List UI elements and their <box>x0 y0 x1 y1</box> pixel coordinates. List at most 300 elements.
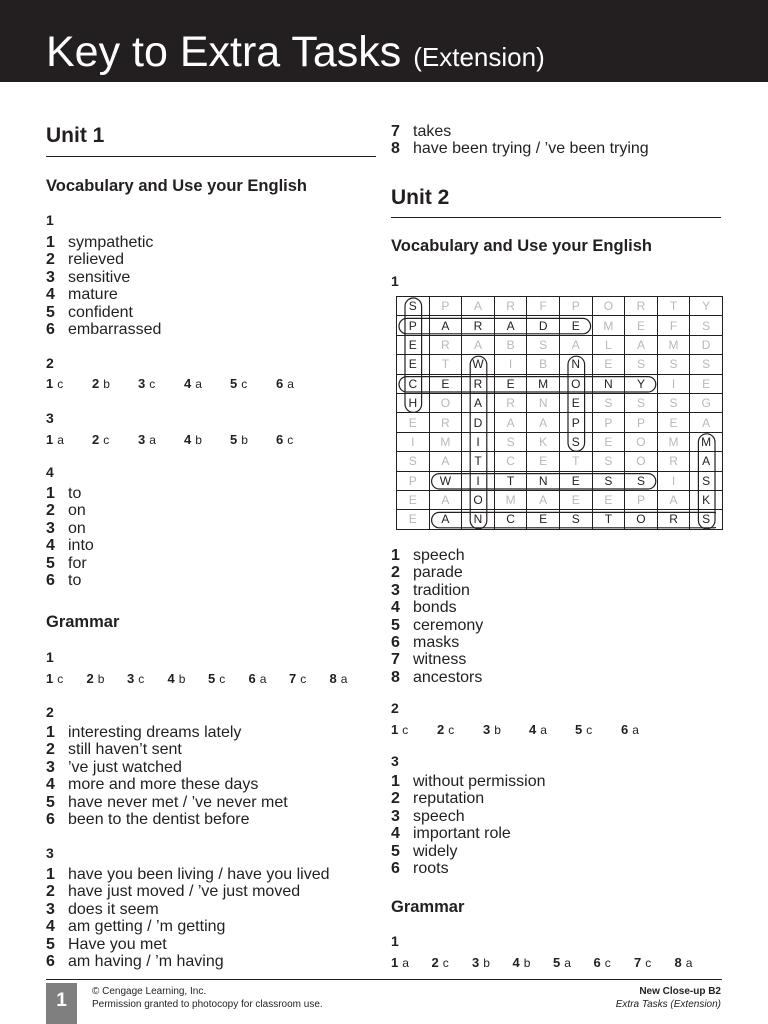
answer-number: 2 <box>437 722 445 737</box>
grid-cell: O <box>559 374 592 393</box>
grid-cell: S <box>690 355 723 374</box>
list-item <box>46 741 288 758</box>
answer-item <box>230 376 276 391</box>
item-number: 2 <box>391 564 400 582</box>
answer-number: 5 <box>230 432 238 447</box>
grid-cell: P <box>592 413 625 432</box>
grid-cell: P <box>429 297 462 316</box>
grid-cell: E <box>559 393 592 412</box>
item-number: 6 <box>391 859 400 877</box>
unit2-g1-answers <box>391 955 715 970</box>
answer-item <box>249 671 290 686</box>
grid-cell: E <box>397 413 430 432</box>
item-text: masks <box>413 633 460 651</box>
grid-cell: E <box>625 316 658 335</box>
list-item <box>46 918 330 935</box>
grid-cell: C <box>494 452 527 471</box>
grid-cell: T <box>657 297 690 316</box>
grid-row <box>397 413 723 432</box>
list-item <box>391 123 649 140</box>
grid-cell: A <box>494 316 527 335</box>
grid-cell: F <box>527 297 560 316</box>
list-item <box>46 537 94 554</box>
unit1-g1-answers <box>46 671 370 686</box>
list-item <box>46 269 161 286</box>
answer-number: 3 <box>472 955 480 970</box>
grid-cell: R <box>625 297 658 316</box>
answer-number: 6 <box>621 722 629 737</box>
item-number: 1 <box>46 866 55 883</box>
grid-cell: K <box>527 432 560 451</box>
item-number: 4 <box>391 825 400 843</box>
item-number: 2 <box>391 790 400 808</box>
answer-item <box>437 722 483 737</box>
grid-cell: E <box>592 490 625 509</box>
item-number: 7 <box>391 123 400 140</box>
unit1-g3-list <box>46 866 330 970</box>
grid-cell: S <box>592 393 625 412</box>
list-item <box>46 866 330 883</box>
answer-number: 5 <box>553 955 561 970</box>
grid-cell: A <box>559 335 592 354</box>
item-number: 7 <box>391 651 400 669</box>
item-text: reputation <box>413 790 485 808</box>
grid-cell: A <box>625 335 658 354</box>
grid-cell: E <box>397 355 430 374</box>
unit1-g2-num: 2 <box>46 704 54 720</box>
answer-letter: c <box>402 723 409 737</box>
answer-item <box>208 671 249 686</box>
list-item <box>46 776 288 793</box>
answer-item <box>184 376 230 391</box>
list-item <box>391 564 483 581</box>
item-text: widely <box>413 842 458 860</box>
answer-item <box>276 432 322 447</box>
answer-letter: c <box>287 433 294 447</box>
grid-cell: E <box>527 510 560 529</box>
answer-item <box>92 376 138 391</box>
item-text: ancestors <box>413 668 483 686</box>
page-subtitle: (Extension) <box>413 42 545 72</box>
list-item <box>46 953 330 970</box>
unit1-v1-num: 1 <box>46 212 54 228</box>
grid-cell: E <box>494 374 527 393</box>
unit1-grammar-heading: Grammar <box>46 613 120 631</box>
item-text: speech <box>413 547 465 564</box>
answer-number: 3 <box>483 722 491 737</box>
grid-cell: S <box>690 316 723 335</box>
item-text: am having / ’m having <box>68 952 224 970</box>
grid-cell: E <box>690 374 723 393</box>
grid-row <box>397 297 723 316</box>
item-number: 6 <box>391 633 400 651</box>
grid-cell: P <box>559 413 592 432</box>
answer-letter: a <box>259 672 267 686</box>
grid-cell: T <box>429 355 462 374</box>
grid-row <box>397 393 723 412</box>
grid-cell: R <box>462 316 495 335</box>
list-item <box>46 321 161 338</box>
grid-cell: A <box>429 510 462 529</box>
grid-cell: P <box>397 471 430 490</box>
item-text: have just moved / ’ve just moved <box>68 883 301 901</box>
copyright: © Cengage Learning, Inc. <box>92 986 207 997</box>
grid-cell: P <box>397 316 430 335</box>
answer-item <box>391 722 437 737</box>
item-text: sympathetic <box>68 234 154 251</box>
item-text: have been trying / ’ve been trying <box>413 140 649 158</box>
item-text: to <box>68 485 82 502</box>
grid-cell: I <box>494 355 527 374</box>
answer-letter: a <box>632 723 639 737</box>
grid-cell: I <box>462 471 495 490</box>
unit1-v3-num: 3 <box>46 410 54 426</box>
grid-cell: L <box>592 335 625 354</box>
item-text: important role <box>413 825 511 843</box>
answer-number: 1 <box>46 671 54 686</box>
answer-number: 4 <box>529 722 537 737</box>
item-number: 8 <box>391 140 400 158</box>
book-subtitle: Extra Tasks (Extension) <box>615 999 721 1010</box>
list-item <box>391 651 483 668</box>
item-text: roots <box>413 859 449 877</box>
list-item <box>46 485 94 502</box>
item-number: 1 <box>391 773 400 790</box>
answer-item <box>432 955 473 970</box>
unit2-v3-list <box>391 773 546 877</box>
grid-cell: A <box>429 316 462 335</box>
grid-row <box>397 452 723 471</box>
list-item <box>46 794 288 811</box>
item-text: ceremony <box>413 616 484 634</box>
grid-cell: O <box>625 452 658 471</box>
grid-cell: T <box>559 452 592 471</box>
grid-cell: R <box>462 374 495 393</box>
grid-cell: E <box>559 471 592 490</box>
unit2-vocab-heading: Vocabulary and Use your English <box>391 237 653 255</box>
item-text: been to the dentist before <box>68 810 250 828</box>
answer-number: 1 <box>46 432 54 447</box>
item-text: Have you met <box>68 935 167 953</box>
answer-item <box>127 671 168 686</box>
item-number: 4 <box>46 286 55 304</box>
answer-item <box>575 722 621 737</box>
grid-row <box>397 471 723 490</box>
grid-cell: A <box>494 413 527 432</box>
answer-number: 3 <box>138 376 146 391</box>
answer-letter: c <box>604 956 611 970</box>
grid-cell: R <box>429 335 462 354</box>
item-number: 4 <box>391 599 400 617</box>
grid-row <box>397 510 723 529</box>
unit1-rule <box>46 156 376 157</box>
list-item <box>391 825 546 842</box>
list-item <box>46 724 288 741</box>
item-number: 2 <box>46 251 55 269</box>
list-item <box>391 599 483 616</box>
answer-letter: b <box>483 956 490 970</box>
answer-letter: a <box>402 956 409 970</box>
item-number: 3 <box>46 268 55 286</box>
grid-cell: S <box>625 393 658 412</box>
unit1-v2-num: 2 <box>46 355 54 371</box>
item-number: 2 <box>46 741 55 759</box>
answer-letter: a <box>564 956 571 970</box>
grid-cell: M <box>527 374 560 393</box>
grid-cell: S <box>625 471 658 490</box>
grid-cell: E <box>397 510 430 529</box>
grid-cell: O <box>462 490 495 509</box>
item-number: 5 <box>391 842 400 860</box>
grid-row <box>397 432 723 451</box>
item-number: 3 <box>46 519 55 537</box>
item-number: 5 <box>46 554 55 572</box>
item-number: 2 <box>46 883 55 901</box>
list-item <box>46 304 161 321</box>
grid-cell: W <box>429 471 462 490</box>
list-item <box>391 140 649 157</box>
answer-letter: c <box>442 956 449 970</box>
grid-cell: M <box>592 316 625 335</box>
item-number: 5 <box>46 793 55 811</box>
item-text: speech <box>413 807 465 825</box>
answer-item <box>553 955 594 970</box>
unit1-v2-answers <box>46 376 322 391</box>
grid-cell: W <box>462 355 495 374</box>
item-number: 5 <box>391 616 400 634</box>
grid-cell: M <box>657 432 690 451</box>
grid-cell: R <box>494 393 527 412</box>
grid-cell: S <box>657 393 690 412</box>
answer-number: 8 <box>674 955 682 970</box>
grid-cell: E <box>397 490 430 509</box>
grid-row <box>397 316 723 335</box>
item-text: interesting dreams lately <box>68 724 242 741</box>
answer-item <box>634 955 675 970</box>
grid-row <box>397 335 723 354</box>
item-number: 4 <box>46 537 55 555</box>
answer-item <box>276 376 322 391</box>
grid-cell: P <box>625 490 658 509</box>
grid-cell: S <box>657 355 690 374</box>
answer-letter: c <box>300 672 307 686</box>
answer-item <box>529 722 575 737</box>
item-text: bonds <box>413 599 457 617</box>
answer-letter: c <box>57 672 64 686</box>
grid-cell: R <box>429 413 462 432</box>
grid-cell: C <box>397 374 430 393</box>
unit2-v3-num: 3 <box>391 753 399 769</box>
item-text: sensitive <box>68 268 131 286</box>
item-text: mature <box>68 286 118 304</box>
grid-cell: T <box>592 510 625 529</box>
list-item <box>46 234 161 251</box>
grid-cell: M <box>690 432 723 451</box>
grid-cell: A <box>690 413 723 432</box>
item-number: 5 <box>46 303 55 321</box>
item-text: embarrassed <box>68 320 162 338</box>
item-number: 3 <box>46 758 55 776</box>
grid-cell: A <box>429 452 462 471</box>
item-number: 2 <box>46 502 55 520</box>
answer-item <box>483 722 529 737</box>
answer-number: 2 <box>86 671 94 686</box>
grid-cell: N <box>559 355 592 374</box>
item-number: 8 <box>391 668 400 686</box>
grid-cell: S <box>559 510 592 529</box>
grid-row <box>397 374 723 393</box>
item-number: 3 <box>46 900 55 918</box>
grid-cell: Y <box>690 297 723 316</box>
list-item <box>391 808 546 825</box>
answer-number: 3 <box>127 671 135 686</box>
answer-letter: c <box>219 672 226 686</box>
grid-cell: R <box>657 510 690 529</box>
answer-item <box>168 671 209 686</box>
item-number: 6 <box>46 571 55 589</box>
answer-number: 7 <box>289 671 297 686</box>
answer-item <box>472 955 513 970</box>
answer-number: 5 <box>230 376 238 391</box>
grid-cell: S <box>690 471 723 490</box>
grid-cell: A <box>462 297 495 316</box>
grid-cell: O <box>592 297 625 316</box>
answer-number: 2 <box>92 432 100 447</box>
answer-letter: a <box>195 377 202 391</box>
grid-cell: T <box>494 471 527 490</box>
page-title: Key to Extra Tasks (Extension) <box>46 28 545 76</box>
list-item <box>46 520 94 537</box>
unit1-g3-num: 3 <box>46 845 54 861</box>
unit1-title: Unit 1 <box>46 124 105 147</box>
item-number: 6 <box>46 320 55 338</box>
answer-letter: b <box>178 672 186 686</box>
answer-letter: c <box>149 377 156 391</box>
grid-cell: S <box>397 452 430 471</box>
grid-cell: A <box>462 335 495 354</box>
item-text: takes <box>413 123 452 140</box>
answer-letter: a <box>149 433 156 447</box>
item-number: 3 <box>391 807 400 825</box>
grid-cell: Y <box>625 374 658 393</box>
list-item <box>391 773 546 790</box>
answer-letter: b <box>103 377 110 391</box>
answer-number: 7 <box>634 955 642 970</box>
unit1-v1-list <box>46 234 161 338</box>
grid-cell: N <box>527 471 560 490</box>
list-item <box>391 790 546 807</box>
grid-cell: I <box>397 432 430 451</box>
grid-cell: S <box>559 432 592 451</box>
unit2-v2-num: 2 <box>391 700 399 716</box>
grid-cell: E <box>559 316 592 335</box>
item-text: for <box>68 554 87 572</box>
grid-cell: D <box>527 316 560 335</box>
answer-number: 6 <box>276 432 284 447</box>
answer-item <box>46 671 87 686</box>
list-item <box>46 251 161 268</box>
item-text: more and more these days <box>68 776 259 794</box>
footer-rule <box>46 979 722 980</box>
grid-cell: S <box>397 297 430 316</box>
grid-cell: A <box>657 490 690 509</box>
grid-cell: S <box>527 335 560 354</box>
permission: Permission granted to photocopy for classroom use. <box>92 999 323 1010</box>
answer-letter: b <box>97 672 105 686</box>
grid-row <box>397 355 723 374</box>
grid-cell: E <box>559 490 592 509</box>
answer-item <box>621 722 667 737</box>
item-text: relieved <box>68 251 125 269</box>
unit1-v3-answers <box>46 432 322 447</box>
item-number: 6 <box>46 952 55 970</box>
grid-cell: T <box>462 452 495 471</box>
grid-cell: E <box>527 452 560 471</box>
answer-letter: a <box>287 377 294 391</box>
grid-cell: E <box>592 355 625 374</box>
item-text: tradition <box>413 581 470 599</box>
grid-cell: D <box>462 413 495 432</box>
item-number: 3 <box>391 581 400 599</box>
answer-letter: b <box>494 723 501 737</box>
item-text: to <box>68 571 82 589</box>
answer-number: 6 <box>593 955 601 970</box>
answer-number: 2 <box>92 376 100 391</box>
list-item <box>46 759 288 776</box>
answer-item <box>92 432 138 447</box>
grid-cell: M <box>657 335 690 354</box>
unit1-vocab-heading: Vocabulary and Use your English <box>46 177 308 195</box>
answer-letter: a <box>540 723 547 737</box>
item-text: have you been living / have you lived <box>68 866 330 883</box>
list-item <box>391 634 483 651</box>
grid-cell: A <box>429 490 462 509</box>
item-number: 4 <box>46 918 55 936</box>
answer-item <box>675 955 716 970</box>
item-number: 5 <box>46 935 55 953</box>
grid-cell: D <box>690 335 723 354</box>
unit1-g1-num: 1 <box>46 649 54 665</box>
book-title: New Close-up B2 <box>639 986 721 997</box>
grid-cell: G <box>690 393 723 412</box>
answer-number: 3 <box>138 432 146 447</box>
word-search-table <box>396 296 723 530</box>
unit1-g3-continued <box>391 123 649 158</box>
grid-cell: N <box>592 374 625 393</box>
grid-cell: H <box>397 393 430 412</box>
item-text: witness <box>413 651 467 669</box>
answer-letter: c <box>241 377 248 391</box>
unit2-g1-num: 1 <box>391 933 399 949</box>
item-text: on <box>68 502 86 520</box>
answer-letter: b <box>523 956 531 970</box>
item-text: parade <box>413 564 463 582</box>
answer-item <box>513 955 554 970</box>
answer-number: 4 <box>184 432 192 447</box>
grid-cell: A <box>527 490 560 509</box>
list-item <box>391 617 483 634</box>
answer-number: 4 <box>167 671 175 686</box>
answer-number: 4 <box>184 376 192 391</box>
item-number: 1 <box>46 485 55 502</box>
footer-right <box>616 985 721 1011</box>
item-text: into <box>68 537 94 555</box>
list-item <box>391 860 546 877</box>
grid-cell: M <box>494 490 527 509</box>
list-item <box>46 502 94 519</box>
list-item <box>46 936 330 953</box>
item-number: 4 <box>46 776 55 794</box>
